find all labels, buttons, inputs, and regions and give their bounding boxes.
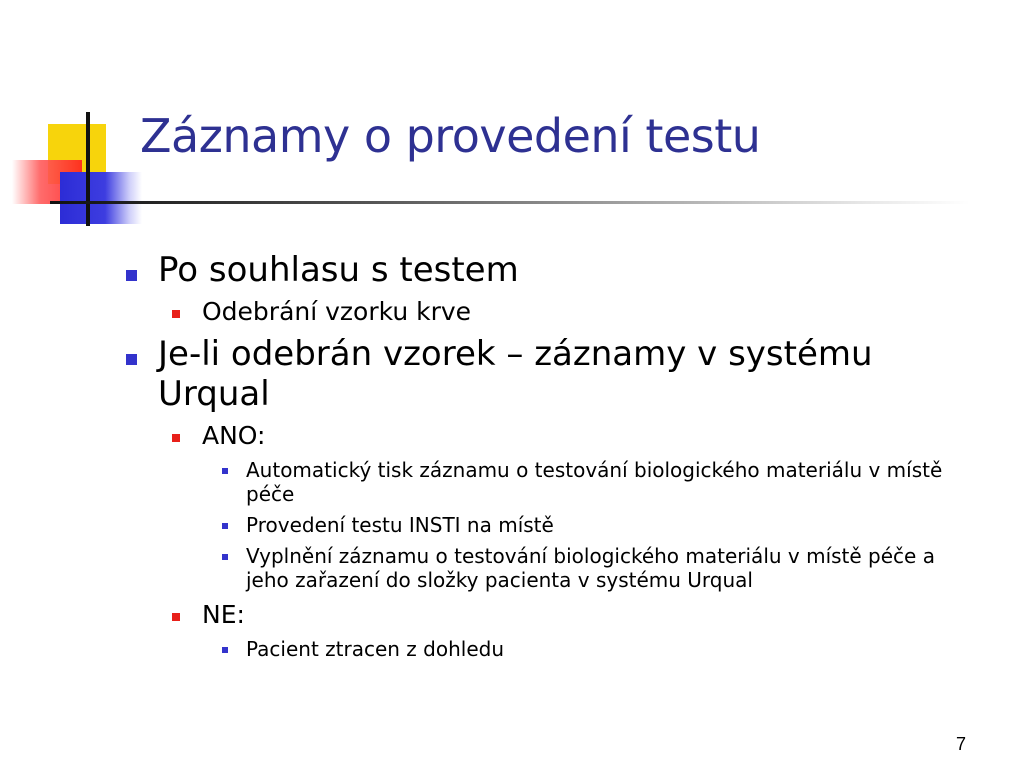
bullet-item-level3 <box>212 544 946 592</box>
bullet-item-level3 <box>212 513 946 537</box>
bullet-text: NE: <box>202 600 245 629</box>
bullet-text: Je-li odebrán vzorek – záznamy v systému Urqual <box>158 334 873 414</box>
bullet-text: Pacient ztracen z dohledu <box>246 637 504 661</box>
bullet-text: ANO: <box>202 421 266 450</box>
bullet-text: Vyplnění záznamu o testování biologického materiálu v místě péče a jeho zařazení do složky pacienta v systému Urqual <box>246 544 935 592</box>
bullet-text: Odebrání vzorku krve <box>202 297 472 326</box>
logo-blue-block <box>60 172 142 224</box>
square-bullet-icon <box>172 613 180 621</box>
square-bullet-icon <box>222 647 228 653</box>
slide-title: Záznamy o provedení testu <box>140 109 761 163</box>
bullet-list <box>120 250 980 668</box>
square-bullet-icon <box>126 270 137 281</box>
bullet-item-level3 <box>212 458 946 506</box>
bullet-text: Po souhlasu s testem <box>158 250 519 290</box>
bullet-text: Automatický tisk záznamu o testování biologického materiálu v místě péče <box>246 458 943 506</box>
title-underline <box>50 201 970 204</box>
bullet-item-level2 <box>166 420 980 452</box>
square-bullet-icon <box>172 310 180 318</box>
bullet-item-level1 <box>120 334 980 414</box>
logo-vertical-line <box>86 112 90 226</box>
bullet-item-level2 <box>166 599 980 631</box>
square-bullet-icon <box>126 354 137 365</box>
square-bullet-icon <box>222 554 228 560</box>
bullet-item-level2 <box>166 296 980 328</box>
bullet-text: Provedení testu INSTI na místě <box>246 513 554 537</box>
page-number: 7 <box>955 734 966 754</box>
bullet-item-level3 <box>212 637 946 661</box>
square-bullet-icon <box>222 523 228 529</box>
square-bullet-icon <box>222 468 228 474</box>
square-bullet-icon <box>172 434 180 442</box>
bullet-item-level1 <box>120 250 980 290</box>
